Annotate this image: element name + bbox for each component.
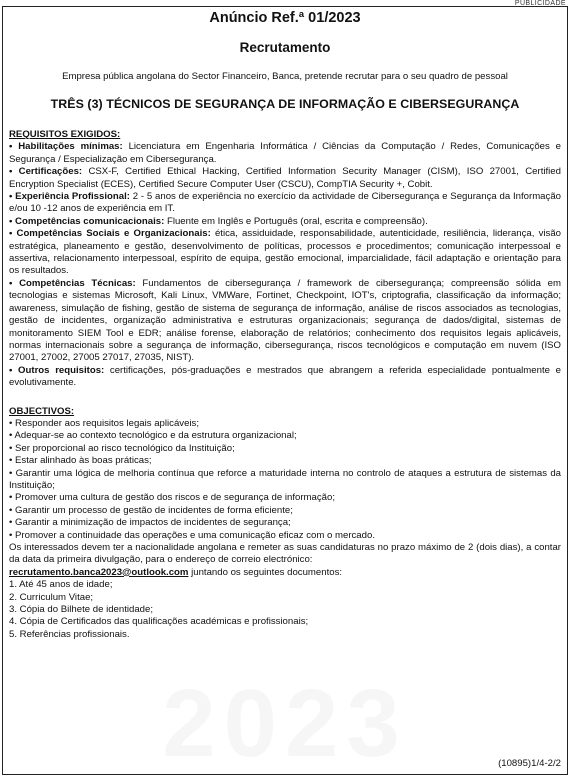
reference-code: (10895)1/4-2/2 <box>498 758 561 769</box>
objectives-heading: OBJECTIVOS: <box>9 405 75 417</box>
requirement-item: • Experiência Profissional: 2 - 5 anos de experiência no exercício da actividade de Cibersegurança e Segurança da Informação e/ou 10 -12 anos de experiência em IT. <box>9 191 561 215</box>
requirements-heading: REQUISITOS EXIGIDOS: <box>9 129 121 140</box>
application-instructions: Os interessados devem ter a nacionalidade angolana e remeter as suas candidaturas no prazo máximo de 2 (dois dias), a contar da data da primeira divulgação, para o endereço de correio electrónico: <box>9 542 561 566</box>
intro-text: Empresa pública angolana do Sector Financeiro, Banca, pretende recrutar para o seu quadro de pessoal <box>62 71 508 82</box>
requirement-item: • Competências Sociais e Organizacionais: ética, assiduidade, responsabilidade, autenticidade, resiliência, liderança, visão estratégica, planeamento e gestão, desenvolvimento de políticas, processos e procedimentos; comunicação interpessoal e assertiva, relacionamento interpessoal, espírito de equipa, gestão emocional, imparcialidade, fácil adaptação e orientação para os resultados. <box>9 228 561 277</box>
document-item: 3. Cópia do Bilhete de identidade; <box>9 604 154 616</box>
position-title: TRÊS (3) TÉCNICOS DE SEGURANÇA DE INFORMAÇÃO E CIBERSEGURANÇA <box>50 97 520 111</box>
objective-item: • Garantir um processo de gestão de incidentes de forma eficiente; <box>9 504 293 516</box>
announcement-frame <box>2 6 568 775</box>
email-suffix: juntando os seguintes documentos: <box>188 566 343 578</box>
objective-item: • Promover a continuidade das operações e uma comunicação eficaz com o mercado. <box>9 529 375 541</box>
announcement-content <box>3 7 567 641</box>
requirement-item: • Competências Técnicas: Fundamentos de cibersegurança / framework de cibersegurança; compreensão sólida em tecnologias e sistemas Microsoft, Kali Linux, VMWare, Fortinet, Checkpoint, IOT's, criptografia, classificação da informação; awareness, simulação de fishing, gestão de sistema de segurança de informação, análise de riscos associados as tecnologias, gestão de incidentes, organização administrativa e estruturas organizacionais; segurança de dados/digital, sistemas de monitoramento SIEM Tool e EDR; análise forense, elaboração de relatórios; conhecimento dos requisitos legais aplicáveis, normas internacionais sobre a segurança de informação, cibersegurança, riscos tecnológicos e computação em nuvem (ISO 27001, 27002, 27005 27017, 27035, NIST). <box>9 277 561 364</box>
objective-item: • Garantir uma lógica de melhoria contínua que reforce a maturidade interna no controlo de ataques a estrutura de sistemas da Instituição; <box>9 467 561 491</box>
application-email-line <box>9 567 561 579</box>
documents-list <box>9 579 561 641</box>
document-item: 4. Cópia de Certificados das qualificações académicas e profissionais; <box>9 616 309 628</box>
objective-item: • Promover uma cultura de gestão dos riscos e de segurança de informação; <box>9 492 335 504</box>
publicidade-label: PUBLICIDADE <box>514 0 566 7</box>
requirement-item: • Outros requisitos: certificações, pós-graduações e mestrados que abrangem a referida especialidade pontualmente e evolutivamente. <box>9 364 561 389</box>
requirement-item: • Habilitações mínimas: Licenciatura em Engenharia Informática / Ciências da Computação / Redes, Comunicações e Segurança / Especialização em Cibersegurança. <box>9 141 561 165</box>
objective-item: • Estar alinhado às boas práticas; <box>9 455 152 467</box>
recruitment-heading: Recrutamento <box>239 40 331 55</box>
objective-item: • Responder aos requisitos legais aplicáveis; <box>9 417 200 429</box>
document-item: 2. Curriculum Vitae; <box>9 591 94 603</box>
requirement-item: • Certificações: CSX-F, Certified Ethical Hacking, Certified Information Security Manager (CISM), ISO 27001, Certified Encryption Specialist (ECES), Certified Secure Computer User (CSCU), CompTIA Security +, Cobit. <box>9 166 561 190</box>
objective-item: • Garantir a minimização de impactos de incidentes de segurança; <box>9 517 291 529</box>
document-item: 1. Até 45 anos de idade; <box>9 579 113 591</box>
objective-item: • Adequar-se ao contexto tecnológico e da estrutura organizacional; <box>9 430 297 442</box>
requirement-item: • Competências comunicacionais: Fluente em Inglês e Português (oral, escrita e compreensão). <box>9 215 428 227</box>
contact-email-link[interactable]: recrutamento.banca2023@outlook.com <box>9 566 189 578</box>
objectives-list <box>9 418 561 542</box>
announcement-title: Anúncio Ref.ª 01/2023 <box>209 10 361 26</box>
objective-item: • Ser proporcional ao risco tecnológico da Instituição; <box>9 442 235 454</box>
document-item: 5. Referências profissionais. <box>9 628 130 640</box>
requirements-list <box>9 141 561 389</box>
background-watermark <box>3 676 567 772</box>
